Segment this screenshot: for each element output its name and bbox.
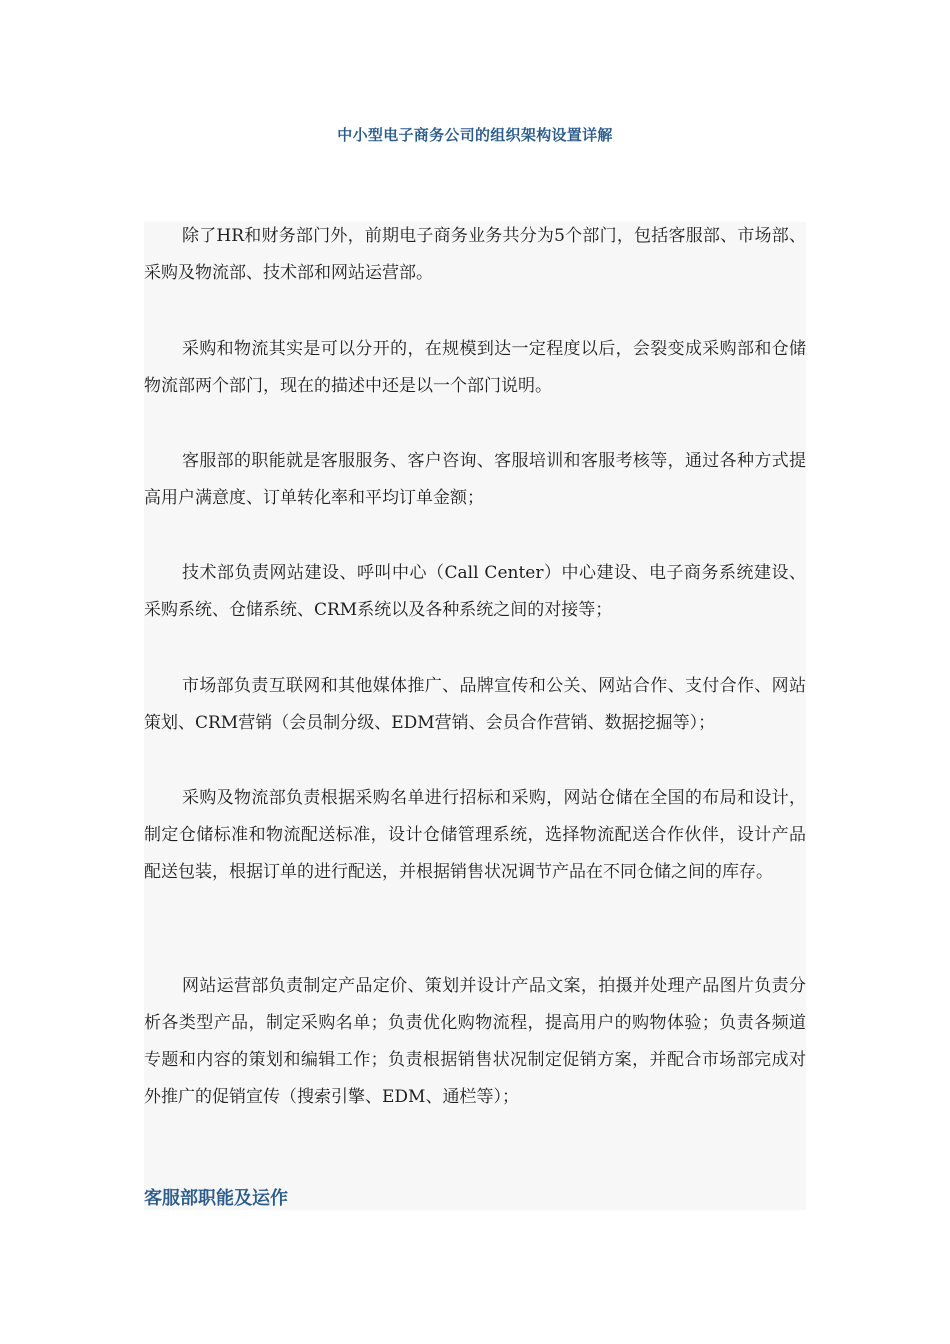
paragraph-marketing: 市场部负责互联网和其他媒体推广、品牌宣传和公关、网站合作、支付合作、网站策划、CRM营销（会员制分级、EDM营销、会员合作营销、数据挖掘等）； — [144, 676, 806, 733]
paragraph-procurement-logistics-split: 采购和物流其实是可以分开的，在规模到达一定程度以后，会裂变成采购部和仓储物流部两个部门，现在的描述中还是以一个部门说明。 — [144, 339, 806, 396]
paragraph-website-operations: 网站运营部负责制定产品定价、策划并设计产品文案，拍摄并处理产品图片负责分析各类型产品，制定采购名单；负责优化购物流程，提高用户的购物体验；负责各频道专题和内容的策划和编辑工作；负责根据销售状况制定促销方案，并配合市场部完成对外推广的促销宣传（搜索引擎、EDM、通栏等）； — [144, 976, 806, 1107]
paragraph-procurement-logistics-duties: 采购及物流部负责根据采购名单进行招标和采购，网站仓储在全国的布局和设计，制定仓储标准和物流配送标准，设计仓储管理系统，选择物流配送合作伙伴，设计产品配送包装，根据订单的进行配送，并根据销售状况调节产品在不同仓储之间的库存。 — [144, 788, 806, 882]
document-title: 中小型电子商务公司的组织架构设置详解 — [337, 126, 613, 144]
paragraph-departments-overview: 除了HR和财务部门外，前期电子商务业务共分为5个部门，包括客服部、市场部、采购及物流部、技术部和网站运营部。 — [144, 226, 806, 283]
paragraph-customer-service: 客服部的职能就是客服服务、客户咨询、客服培训和客服考核等，通过各种方式提高用户满意度、订单转化率和平均订单金额； — [144, 451, 806, 508]
paragraph-technology: 技术部负责网站建设、呼叫中心（Call Center）中心建设、电子商务系统建设、采购系统、仓储系统、CRM系统以及各种系统之间的对接等； — [144, 563, 806, 620]
section-heading: 客服部职能及运作 — [144, 1188, 288, 1209]
